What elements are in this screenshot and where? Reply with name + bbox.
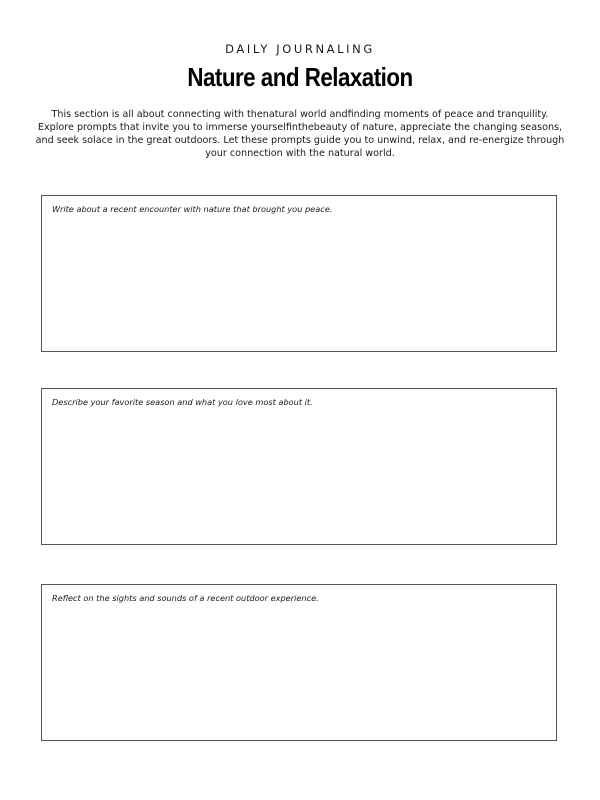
journal-prompt-box-3[interactable]	[41, 584, 557, 741]
journal-prompt-box-2[interactable]	[41, 388, 557, 545]
journal-prompt-2: Describe your favorite season and what you love most about it.	[52, 397, 313, 407]
section-eyebrow: DAILY JOURNALING	[225, 42, 375, 56]
journal-prompt-box-1[interactable]	[41, 195, 557, 352]
writing-area-2[interactable]	[50, 411, 548, 536]
writing-area-3[interactable]	[50, 607, 548, 732]
page-title: Nature and Relaxation	[187, 62, 413, 92]
writing-area-1[interactable]	[50, 218, 548, 343]
journal-prompt-1: Write about a recent encounter with nature that brought you peace.	[52, 204, 333, 214]
journal-prompt-3: Reflect on the sights and sounds of a recent outdoor experience.	[52, 593, 319, 603]
intro-paragraph: This section is all about connecting with thenatural world andfinding moments of peace and tranquility. Explore prompts that invite you to immerse yourselfinthebeauty of nature, appreciate the changing seasons, and seek solace in the great outdoors. Let these prompts guide you to unwind, relax, and re-energize through your connection with the natural world.	[35, 109, 565, 159]
